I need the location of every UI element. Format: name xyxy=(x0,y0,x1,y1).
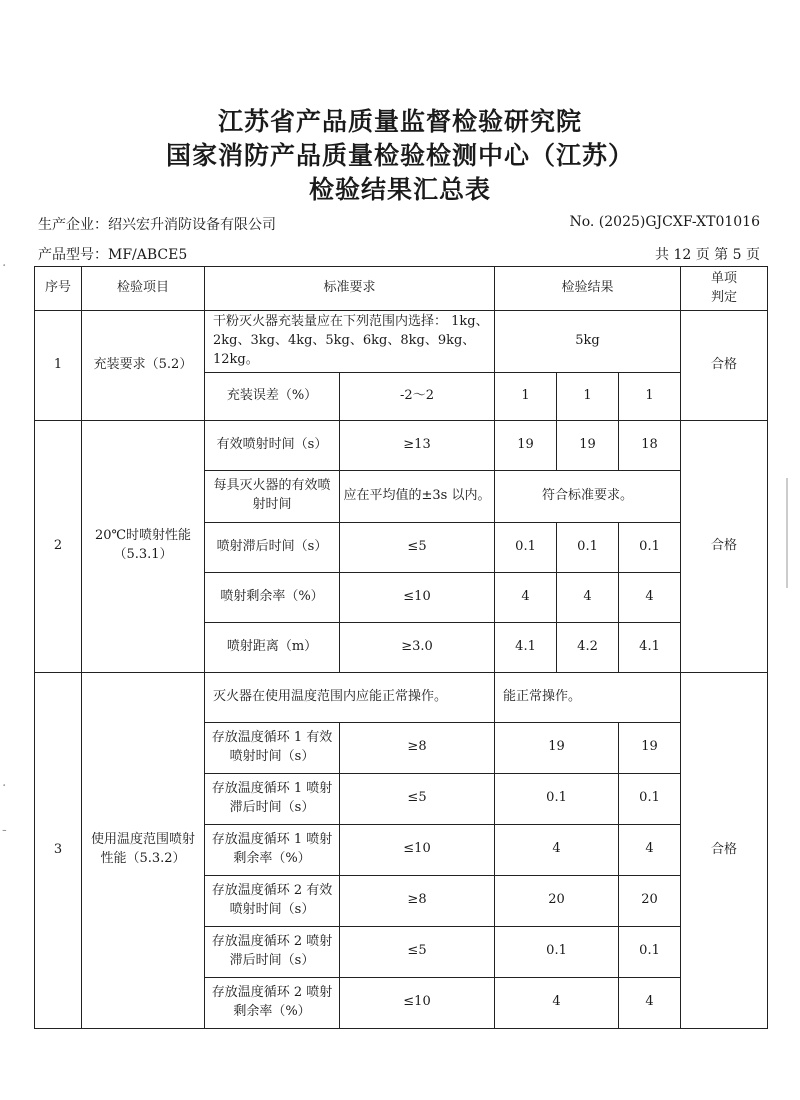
header-seq: 序号 xyxy=(35,267,82,311)
manufacturer: 生产企业：绍兴宏升消防设备有限公司 xyxy=(38,217,276,233)
requirement-value: ≥8 xyxy=(340,875,495,926)
requirement-value: ≤10 xyxy=(340,824,495,875)
result-value: 1 xyxy=(557,372,619,420)
group-verdict: 合格 xyxy=(681,420,768,672)
group-seq: 2 xyxy=(35,420,82,672)
sub-item: 存放温度循环 2 喷射剩余率（%） xyxy=(205,977,340,1028)
result-value: 0.1 xyxy=(619,926,681,977)
result-value: 19 xyxy=(619,722,681,773)
page-info: 共 12 页 第 5 页 xyxy=(655,247,760,263)
result-text: 能正常操作。 xyxy=(495,672,681,722)
result-value: 19 xyxy=(495,722,619,773)
requirement-text: 应在平均值的±3s 以内。 xyxy=(340,470,495,522)
sub-item: 喷射滞后时间（s） xyxy=(205,522,340,572)
result-value: 19 xyxy=(495,420,557,470)
header-verdict: 单项 判定 xyxy=(681,267,768,311)
group-item: 使用温度范围喷射性能（5.3.2） xyxy=(82,672,205,1028)
header-row xyxy=(35,267,768,311)
report-number: No. (2025)GJCXF-XT01016 xyxy=(569,214,760,230)
table-row xyxy=(35,672,768,722)
result-value: 4 xyxy=(495,977,619,1028)
result-value: 0.1 xyxy=(495,926,619,977)
table-row xyxy=(35,311,768,373)
requirement-value: ≥13 xyxy=(340,420,495,470)
requirement-value: ≥8 xyxy=(340,722,495,773)
sub-item: 每具灭火器的有效喷射时间 xyxy=(205,470,340,522)
sub-item: 喷射距离（m） xyxy=(205,622,340,672)
result-text: 5kg xyxy=(495,311,681,373)
result-value: 0.1 xyxy=(557,522,619,572)
result-value: 4.1 xyxy=(495,622,557,672)
result-value: 20 xyxy=(619,875,681,926)
group-seq: 3 xyxy=(35,672,82,1028)
result-value: 4.2 xyxy=(557,622,619,672)
result-value: 0.1 xyxy=(619,522,681,572)
requirement-value: -2～2 xyxy=(340,372,495,420)
requirement-value: ≤5 xyxy=(340,522,495,572)
requirement-value: ≤10 xyxy=(340,977,495,1028)
table-row xyxy=(35,420,768,470)
institute-title: 江苏省产品质量监督检验研究院 xyxy=(217,107,582,136)
result-value: 0.1 xyxy=(495,773,619,824)
group-item: 20℃时喷射性能（5.3.1） xyxy=(82,420,205,672)
table-title: 检验结果汇总表 xyxy=(308,175,491,204)
result-value: 1 xyxy=(619,372,681,420)
result-value: 4 xyxy=(495,572,557,622)
requirement-value: ≥3.0 xyxy=(340,622,495,672)
result-value: 1 xyxy=(495,372,557,420)
sub-item: 有效喷射时间（s） xyxy=(205,420,340,470)
sub-item: 喷射剩余率（%） xyxy=(205,572,340,622)
requirement-text: 灭火器在使用温度范围内应能正常操作。 xyxy=(205,672,495,722)
requirement-text: 干粉灭火器充装量应在下列范围内选择： 1kg、2kg、3kg、4kg、5kg、6kg、8kg、9kg、12kg。 xyxy=(205,311,495,373)
requirement-value: ≤10 xyxy=(340,572,495,622)
header-requirement: 标准要求 xyxy=(205,267,495,311)
header-item: 检验项目 xyxy=(82,267,205,311)
sub-item: 充装误差（%） xyxy=(205,372,340,420)
group-seq: 1 xyxy=(35,311,82,421)
result-value: 4.1 xyxy=(619,622,681,672)
group-item: 充装要求（5.2） xyxy=(82,311,205,421)
result-value: 0.1 xyxy=(495,522,557,572)
result-value: 4 xyxy=(619,824,681,875)
binding-mark: · xyxy=(2,258,7,274)
group-verdict: 合格 xyxy=(681,672,768,1028)
result-value: 4 xyxy=(619,977,681,1028)
results-table xyxy=(34,266,768,1029)
sub-item: 存放温度循环 2 有效喷射时间（s） xyxy=(205,875,340,926)
result-value: 0.1 xyxy=(619,773,681,824)
seal-fragment xyxy=(786,478,800,588)
sub-item: 存放温度循环 1 有效喷射时间（s） xyxy=(205,722,340,773)
sub-item: 存放温度循环 2 喷射滞后时间（s） xyxy=(205,926,340,977)
requirement-value: ≤5 xyxy=(340,773,495,824)
binding-mark: - xyxy=(2,822,7,838)
sub-item: 存放温度循环 1 喷射滞后时间（s） xyxy=(205,773,340,824)
header-result: 检验结果 xyxy=(495,267,681,311)
result-value: 20 xyxy=(495,875,619,926)
result-value: 19 xyxy=(557,420,619,470)
result-text: 符合标准要求。 xyxy=(495,470,681,522)
result-value: 4 xyxy=(557,572,619,622)
sub-item: 存放温度循环 1 喷射剩余率（%） xyxy=(205,824,340,875)
binding-mark: · xyxy=(2,778,7,794)
result-value: 4 xyxy=(495,824,619,875)
result-value: 4 xyxy=(619,572,681,622)
requirement-value: ≤5 xyxy=(340,926,495,977)
center-title: 国家消防产品质量检验检测中心（江苏） xyxy=(165,141,634,170)
group-verdict: 合格 xyxy=(681,311,768,421)
product-model: 产品型号：MF/ABCE5 xyxy=(38,247,188,263)
result-value: 18 xyxy=(619,420,681,470)
